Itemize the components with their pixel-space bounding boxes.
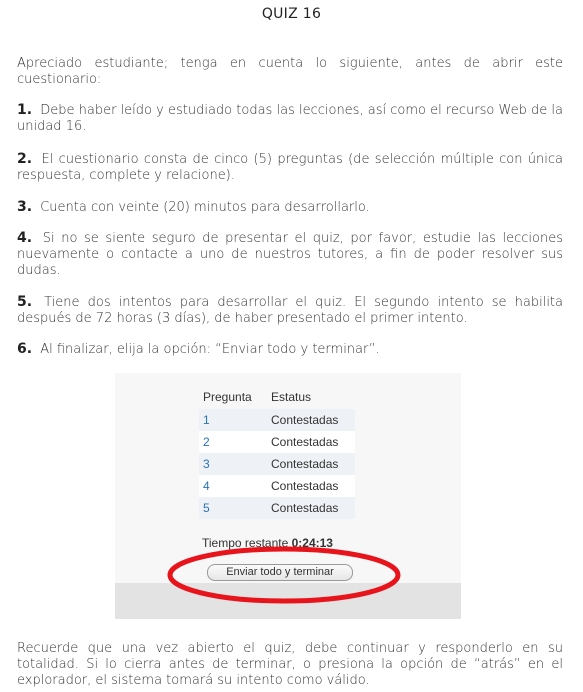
table-row[interactable] [199,475,355,497]
time-label: Tiempo restante [202,536,289,550]
item-text: Tiene dos intentos para desarrollar el quiz. El segundo intento se habilita después de 72 horas (3 días), de haber presentado el primer intento. [17,295,563,326]
question-status: Contestadas [267,453,355,475]
question-link[interactable]: 4 [199,475,267,497]
time-value: 0:24:13 [291,536,333,550]
footer-note: Recuerde que una vez abierto el quiz, debe continuar y responderlo en su totalidad. Si lo cierra antes de terminar, o presiona la opción de “atrás” en el explorador, el sistema tomará su intento como válido. [17,641,563,688]
table-row[interactable] [199,431,355,453]
item-number: 6. [17,341,33,357]
table-row[interactable] [199,453,355,475]
submit-all-button[interactable]: Enviar todo y terminar [207,564,353,581]
item-text: El cuestionario consta de cinco (5) preguntas (de selección múltiple con única respuesta, complete y relacione). [17,152,564,183]
question-link[interactable]: 3 [199,453,267,475]
instruction-item-4 [17,230,563,279]
column-header-question: Pregunta [203,390,252,404]
instruction-item-1 [17,102,563,135]
question-status: Contestadas [267,409,355,431]
instruction-item-6 [17,341,563,358]
item-text: Al finalizar, elija la opción: “Enviar todo y terminar”. [40,342,380,357]
question-status: Contestadas [267,431,355,453]
question-link[interactable]: 2 [199,431,267,453]
item-number: 5. [17,294,33,310]
item-number: 2. [17,151,33,167]
instruction-item-3 [17,199,563,216]
question-status-table [199,387,355,519]
page-title: QUIZ 16 [261,6,322,22]
question-link[interactable]: 1 [199,409,267,431]
instruction-item-2 [17,151,563,184]
question-link[interactable]: 5 [199,497,267,519]
column-header-status: Estatus [271,390,312,404]
question-status: Contestadas [267,475,355,497]
item-number: 4. [17,230,33,246]
instruction-item-5 [17,294,563,327]
table-row[interactable] [199,409,355,431]
table-row[interactable] [199,497,355,519]
highlight-ellipse [166,546,402,604]
highlight-ellipse-stroke [170,549,398,601]
table-header [199,387,355,409]
item-number: 1. [17,102,33,118]
item-text: Debe haber leído y estudiado todas las lecciones, así como el recurso Web de la unidad 16. [17,103,563,134]
intro-text: Apreciado estudiante; tenga en cuenta lo siguiente, antes de abrir este cuestionario: [17,56,563,87]
item-text: Cuenta con veinte (20) minutos para desarrollarlo. [40,200,370,215]
item-number: 3. [17,199,33,215]
question-status: Contestadas [267,497,355,519]
item-text: Si no se siente seguro de presentar el quiz, por favor, estudie las lecciones nuevamente o contacte a uno de nuestros tutores, a fin de poder resolver sus dudas. [17,231,563,278]
